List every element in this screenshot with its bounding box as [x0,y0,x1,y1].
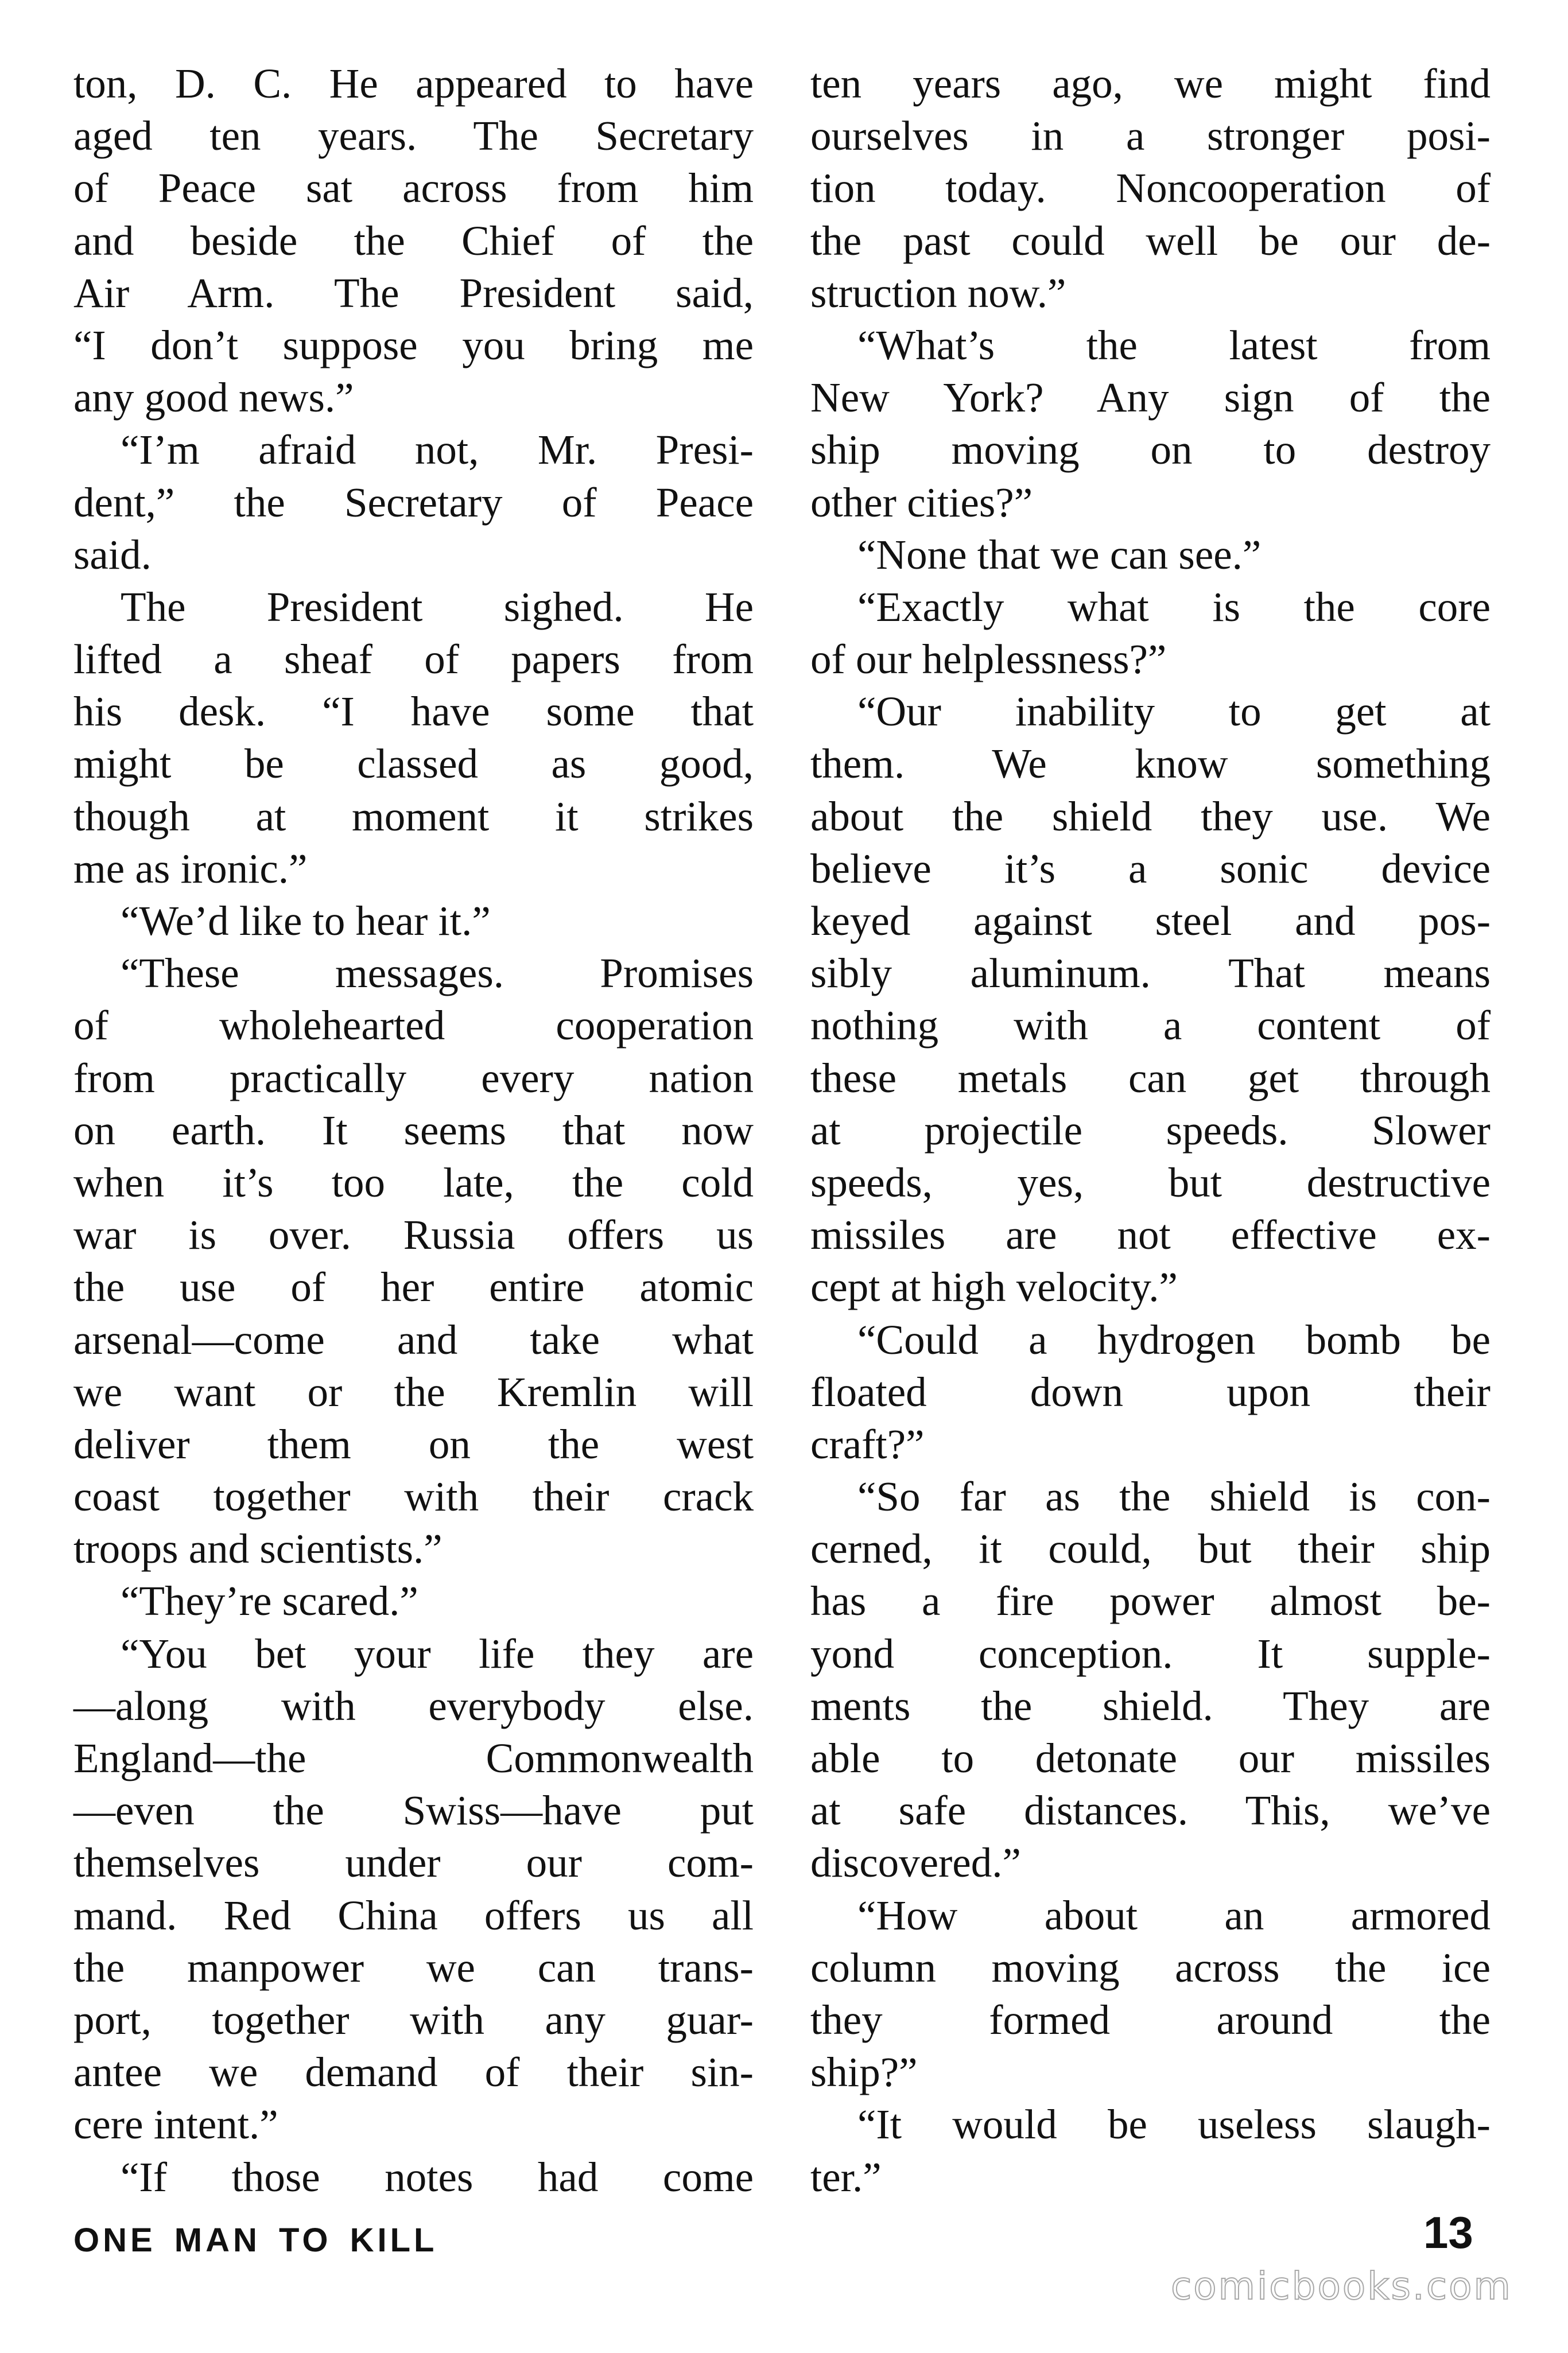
text-line: the past could well be our de- [810,217,1491,264]
text-line: dent,” the Secretary of Peace [73,479,754,526]
text-column-right [810,57,1491,2203]
text-line: arsenal—come and take what [73,1316,754,1363]
text-line: “You bet your life they are [121,1630,754,1677]
text-line: keyed against steel and pos- [810,898,1491,944]
text-line: aged ten years. The Secretary [73,112,754,160]
text-line: port, together with any guar- [73,1996,754,2043]
text-line: coast together with their crack [73,1473,754,1520]
text-line: Air Arm. The President said, [73,269,754,316]
text-line: these metals can get through [810,1054,1491,1101]
text-line: from practically every nation [73,1054,754,1101]
text-line: —even the Swiss—have put [73,1787,754,1834]
text-line: “None that we can see.” [857,531,1262,578]
text-line: about the shield they use. We [810,793,1491,840]
text-line: troops and scientists.” [73,1525,443,1572]
text-line: struction now.” [810,269,1066,316]
text-line: his desk. “I have some that [73,688,754,735]
running-footer-title: ONE MAN TO KILL [73,2222,438,2259]
text-line: “So far as the shield is con- [857,1473,1491,1520]
text-line: ton, D. C. He appeared to have [73,60,754,107]
text-line: “How about an armored [857,1892,1491,1939]
text-line: believe it’s a sonic device [810,845,1491,892]
text-line: when it’s too late, the cold [73,1159,754,1206]
text-column-left [73,57,754,2203]
text-line: said. [73,531,152,578]
text-line: missiles are not effective ex- [810,1212,1491,1259]
text-line: cept at high velocity.” [810,1264,1178,1311]
text-line: antee we demand of their sin- [73,2049,754,2096]
text-line: —along with everybody else. [73,1682,754,1729]
text-line: “Our inability to get at [857,688,1491,735]
text-line: “It would be useless slaugh- [857,2101,1491,2148]
text-line: “These messages. Promises [121,950,754,997]
watermark: comicbooks.com [1171,2264,1512,2308]
text-line: The President sighed. He [121,583,754,630]
text-line: “I don’t suppose you bring me [73,321,754,368]
text-line: ship moving on to destroy [810,426,1491,473]
text-line: at safe distances. This, we’ve [810,1787,1491,1834]
text-line: lifted a sheaf of papers from [73,636,754,683]
text-line: cerned, it could, but their ship [810,1525,1491,1572]
text-line: “I’m afraid not, Mr. Presi- [121,426,754,473]
text-line: England—the Commonwealth [73,1735,754,1781]
text-line: ments the shield. They are [810,1682,1491,1729]
text-line: ship?” [810,2049,918,2096]
text-line: any good news.” [73,374,354,421]
text-line: them. We know something [810,740,1491,787]
text-line: they formed around the [810,1996,1491,2043]
text-line: able to detonate our missiles [810,1735,1491,1781]
text-line: other cities?” [810,479,1033,526]
text-line: of our helplessness?” [810,636,1167,683]
text-line: though at moment it strikes [73,793,754,840]
text-line: mand. Red China offers us all [73,1892,754,1939]
text-line: nothing with a content of [810,1002,1491,1049]
text-line: we want or the Kremlin will [73,1368,754,1415]
text-line: has a fire power almost be- [810,1578,1491,1625]
text-line: deliver them on the west [73,1420,754,1467]
text-line: at projectile speeds. Slower [810,1106,1491,1154]
text-line: craft?” [810,1420,925,1467]
text-line: cere intent.” [73,2101,278,2148]
text-line: sibly aluminum. That means [810,950,1491,997]
text-line: tion today. Noncooperation of [810,165,1491,212]
text-line: the manpower we can trans- [73,1944,754,1991]
text-line: me as ironic.” [73,845,308,892]
text-line: “We’d like to hear it.” [121,898,491,944]
text-line: ten years ago, we might find [810,60,1491,107]
page-number: 13 [1423,2207,1473,2258]
text-line: ter.” [810,2153,882,2200]
text-line: the use of her entire atomic [73,1264,754,1311]
text-line: war is over. Russia offers us [73,1212,754,1259]
text-line: “Exactly what is the core [857,583,1491,630]
text-line: and beside the Chief of the [73,217,754,264]
text-line: “They’re scared.” [121,1578,418,1625]
text-line: speeds, yes, but destructive [810,1159,1491,1206]
text-line: of wholehearted cooperation [73,1002,754,1049]
text-line: discovered.” [810,1839,1021,1886]
text-line: “Could a hydrogen bomb be [857,1316,1491,1363]
text-line: themselves under our com- [73,1839,754,1886]
text-line: of Peace sat across from him [73,165,754,212]
text-line: “What’s the latest from [857,321,1491,368]
text-line: column moving across the ice [810,1944,1491,1991]
text-line: might be classed as good, [73,740,754,787]
text-line: yond conception. It supple- [810,1630,1491,1677]
text-line: on earth. It seems that now [73,1106,754,1154]
text-line: floated down upon their [810,1368,1491,1415]
text-line: New York? Any sign of the [810,374,1491,421]
text-line: ourselves in a stronger posi- [810,112,1491,160]
text-line: “If those notes had come [121,2153,754,2200]
